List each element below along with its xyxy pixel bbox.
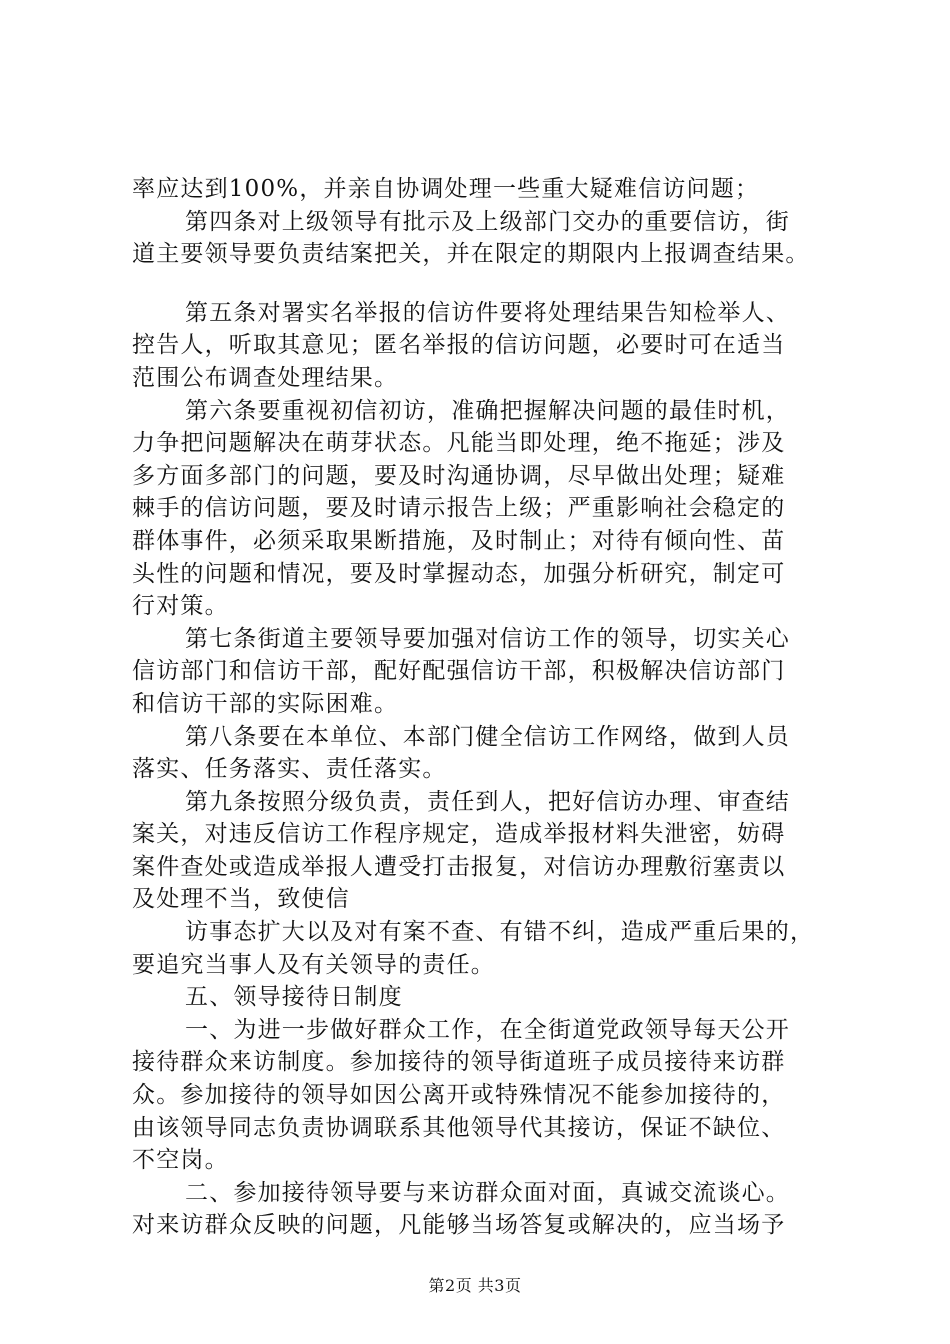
paragraph-gap [132,271,842,297]
text-line: 头性的问题和情况，要及时掌握动态，加强分析研究，制定可 [132,560,786,587]
text-line: 对来访群众反映的问题，凡能够当场答复或解决的，应当场予 [132,1212,786,1239]
text-line: 道主要领导要负责结案把关，并在限定的期限内上报调查结果。 [132,241,810,268]
text-line: 第五条对署实名举报的信访件要将处理结果告知检举人、 [185,299,790,326]
document-body [132,173,842,1242]
text-line: 率应达到100%，并亲自协调处理一些重大疑难信访问题； [132,176,760,202]
text-line: 力争把问题解决在萌芽状态。凡能当即处理，绝不拖延；涉及 [132,430,786,457]
text-line: 第四条对上级领导有批示及上级部门交办的重要信访，街 [185,208,790,235]
text-line: 落实、任务落实、责任落实。 [132,756,447,783]
text-line: 行对策。 [132,593,229,620]
text-line: 棘手的信访问题，要及时请示报告上级；严重影响社会稳定的 [132,495,786,522]
text-line: 第六条要重视初信初访，准确把握解决问题的最佳时机， [185,397,790,424]
text-line: 范围公布调查处理结果。 [132,364,399,391]
text-line: 要追究当事人及有关领导的责任。 [132,951,495,978]
text-line: 第九条按照分级负责，责任到人，把好信访办理、审查结 [185,788,790,815]
text-line: 五、领导接待日制度 [185,984,403,1011]
text-line: 群体事件，必须采取果断措施，及时制止；对待有倾向性、苗 [132,527,786,554]
text-line: 二、参加接待领导要与来访群众面对面，真诚交流谈心。 [185,1179,790,1206]
text-line: 由该领导同志负责协调联系其他领导代其接访，保证不缺位、 [132,1114,786,1141]
page-footer: 第2页 共3页 [428,1276,522,1295]
text-line: 第七条街道主要领导要加强对信访工作的领导，切实关心 [185,625,790,652]
text-line: 一、为进一步做好群众工作，在全街道党政领导每天公开 [185,1016,790,1043]
text-line: 案关，对违反信访工作程序规定，造成举报材料失泄密，妨碍 [132,821,786,848]
text-line: 及处理不当，致使信 [132,886,350,913]
text-line: 信访部门和信访干部，配好配强信访干部，积极解决信访部门 [132,658,786,685]
text-line: 控告人，听取其意见；匿名举报的信访问题，必要时可在适当 [132,332,786,359]
text-line: 多方面多部门的问题，要及时沟通协调，尽早做出处理；疑难 [132,462,786,489]
text-line: 众。参加接待的领导如因公离开或特殊情况不能参加接待的， [132,1082,786,1109]
text-line: 接待群众来访制度。参加接待的领导街道班子成员接待来访群 [132,1049,786,1076]
text-line: 第八条要在本单位、本部门健全信访工作网络，做到人员 [185,723,790,750]
text-line: 和信访干部的实际困难。 [132,690,399,717]
text-line: 不空岗。 [132,1147,229,1174]
text-line: 访事态扩大以及对有案不查、有错不纠，造成严重后果的， [185,919,815,946]
text-line: 案件查处或造成举报人遭受打击报复，对信访办理敷衍塞责以 [132,853,786,880]
